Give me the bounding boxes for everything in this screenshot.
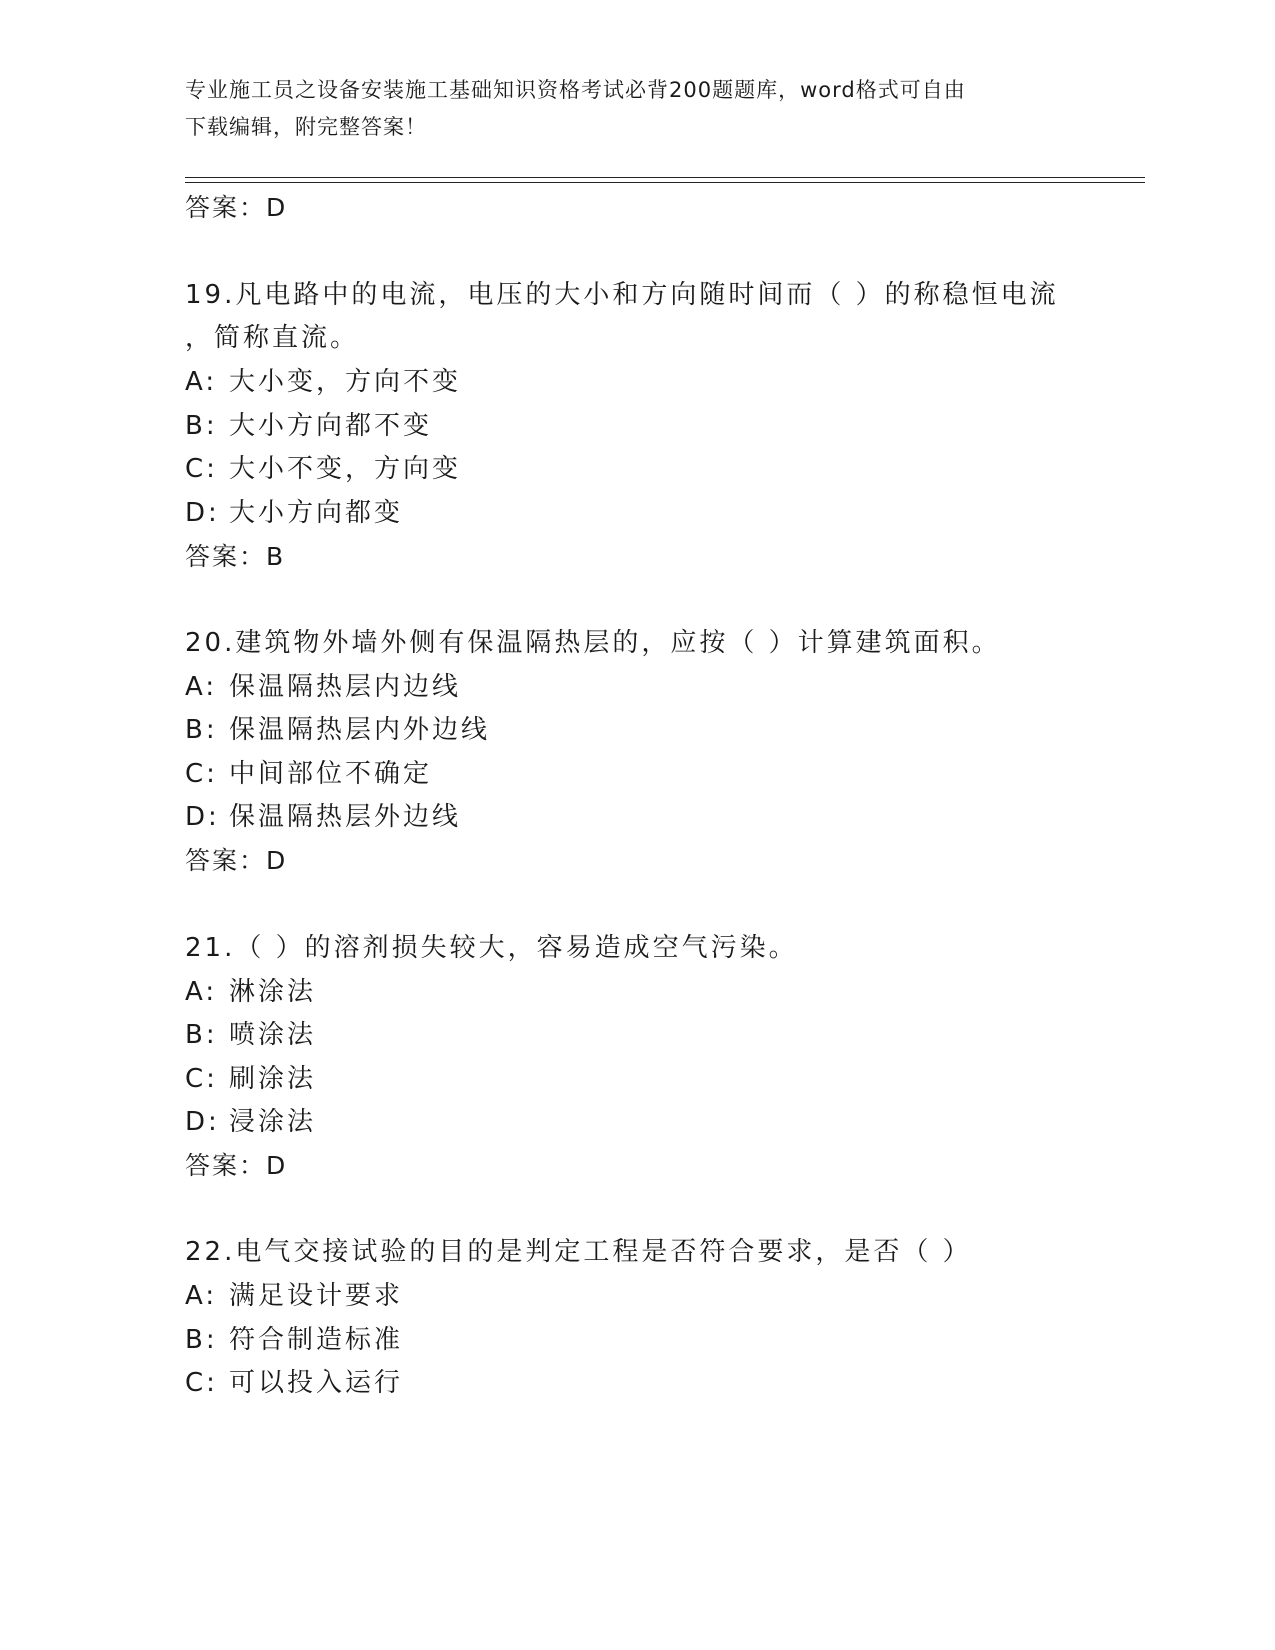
question-22-option-a: A: 满足设计要求 (185, 1281, 404, 1311)
question-21-stem: 21.（ ）的溶剂损失较大，容易造成空气污染。 (185, 933, 798, 963)
question-20-answer: 答案：D (185, 846, 288, 875)
question-21-option-d: D: 浸涂法 (185, 1107, 317, 1137)
question-19-option-b: B: 大小方向都不变 (185, 411, 433, 441)
previous-answer: 答案：D (185, 193, 288, 222)
question-22-option-b: B: 符合制造标准 (185, 1325, 404, 1355)
question-20-option-b: B: 保温隔热层内外边线 (185, 715, 491, 745)
header-divider-bottom (185, 182, 1145, 183)
question-19-option-a: A: 大小变，方向不变 (185, 367, 462, 397)
question-21-option-b: B: 喷涂法 (185, 1020, 317, 1050)
header-line-1: 专业施工员之设备安装施工基础知识资格考试必背200题题库，word格式可自由 (185, 78, 966, 102)
question-20-stem: 20.建筑物外墙外侧有保温隔热层的，应按（ ）计算建筑面积。 (185, 628, 1001, 658)
question-20-option-a: A: 保温隔热层内边线 (185, 672, 462, 702)
question-19-stem-line-1: 19.凡电路中的电流，电压的大小和方向随时间而（ ）的称稳恒电流 (185, 280, 1059, 310)
question-22-stem: 22.电气交接试验的目的是判定工程是否符合要求，是否（ ） (185, 1237, 972, 1267)
question-20-option-d: D: 保温隔热层外边线 (185, 802, 462, 832)
question-19-answer: 答案：B (185, 542, 286, 571)
header-line-2: 下载编辑，附完整答案！ (185, 115, 427, 139)
document-header (185, 72, 1085, 146)
question-19-stem-line-2: ，简称直流。 (185, 323, 360, 353)
question-21-answer: 答案：D (185, 1151, 288, 1180)
question-20-option-c: C: 中间部位不确定 (185, 759, 433, 789)
question-21-option-a: A: 淋涂法 (185, 977, 317, 1007)
question-19-option-c: C: 大小不变，方向变 (185, 454, 462, 484)
question-19-option-d: D: 大小方向都变 (185, 498, 404, 528)
header-divider-top (185, 177, 1145, 178)
question-21-option-c: C: 刷涂法 (185, 1064, 317, 1094)
question-22-option-c: C: 可以投入运行 (185, 1368, 404, 1398)
